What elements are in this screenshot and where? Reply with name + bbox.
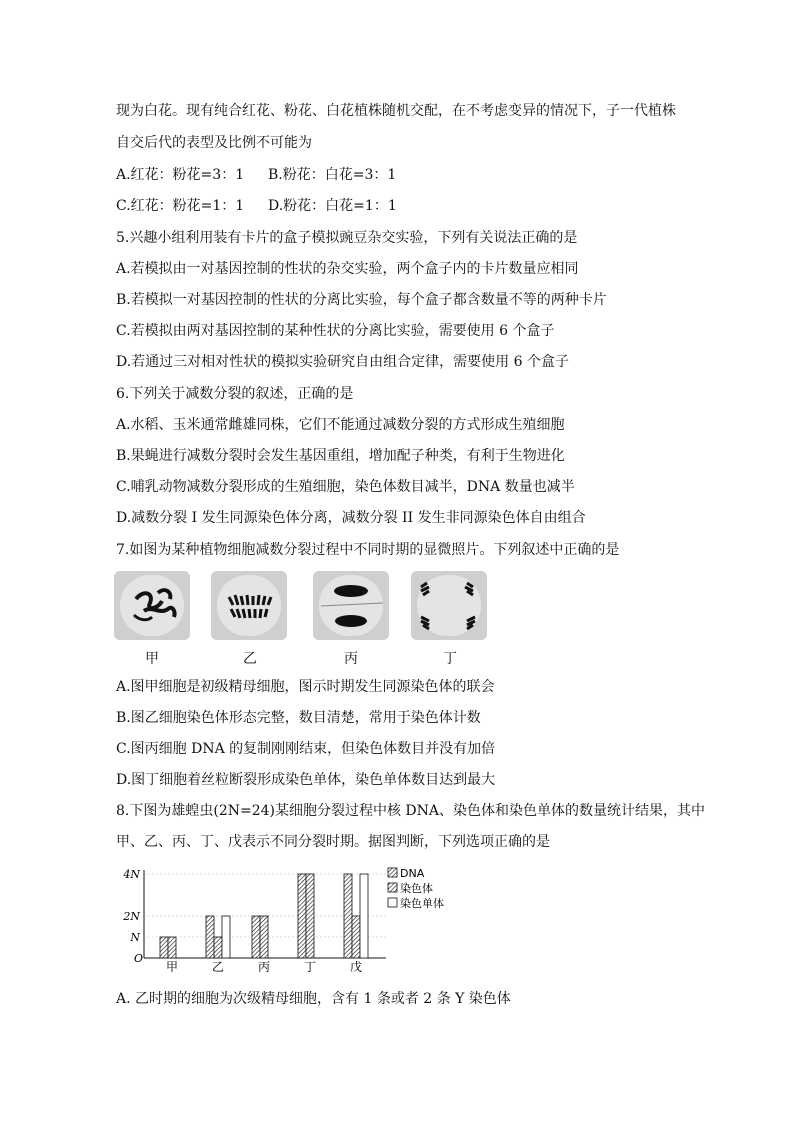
legend-swatch [388,898,397,907]
option-a: A.若模拟由一对基因控制的性状的杂交实验，两个盒子内的卡片数量应相同 [116,261,579,277]
legend-label: DNA [400,867,425,880]
bar-DNA [160,937,168,958]
micrograph-jia [114,571,190,640]
option-d: D.若通过三对相对性状的模拟实验研究自由组合定律，需要使用 6 个盒子 [116,354,569,370]
option-b: B.图乙细胞染色体形态完整，数目清楚，常用于染色体计数 [116,710,481,726]
option-d: D.粉花：白花=1：1 [268,198,397,214]
y-tick-label: N [130,931,140,944]
option-row [116,196,397,216]
bar-chart [116,864,456,972]
x-tick-label: 甲 [165,960,179,972]
option-d: D.图丁细胞着丝粒断裂形成染色单体，染色单体数目达到最大 [116,772,496,788]
option-c: C.图丙细胞 DNA 的复制刚刚结束，但染色体数目并没有加倍 [116,741,496,757]
micrograph-yi [211,571,287,640]
bar-染色体 [260,916,268,958]
bar-染色体 [214,937,222,958]
bar-染色单体 [360,874,368,958]
option-d: D.减数分裂 I 发生同源染色体分离，减数分裂 II 发生非同源染色体自由组合 [116,510,586,526]
origin-label: O [134,952,144,965]
legend-swatch [388,883,397,892]
bar-DNA [206,916,214,958]
micrograph-label: 丙 [344,651,358,667]
bar-DNA [298,874,306,958]
y-tick-label: 4N [123,868,140,881]
option-b: B.果蝇进行减数分裂时会发生基因重组，增加配子种类，有利于生物进化 [116,448,565,464]
x-tick-label: 丁 [303,960,317,972]
option-b: B.粉花：白花=3：1 [268,167,397,183]
bar-染色体 [168,937,176,958]
bar-染色体 [352,916,360,958]
micrograph-label: 乙 [243,651,257,667]
option-a: A.图甲细胞是初级精母细胞，图示时期发生同源染色体的联会 [116,679,495,695]
bar-DNA [252,916,260,958]
micrograph-label: 甲 [145,651,159,667]
micrograph-bing [313,571,389,640]
x-tick-label: 丙 [257,960,271,972]
micrograph-label: 丁 [443,651,457,667]
x-tick-label: 戊 [349,960,363,972]
x-tick-label: 乙 [211,960,225,972]
option-c: C.若模拟由两对基因控制的某种性状的分离比实验，需要使用 6 个盒子 [116,323,555,339]
option-a: A.水稻、玉米通常雌雄同株，它们不能通过减数分裂的方式形成生殖细胞 [116,417,565,433]
y-tick-label: 2N [123,910,140,923]
bar-DNA [344,874,352,958]
legend-label: 染色体 [400,882,433,895]
text-line: 现为白花。现有纯合红花、粉花、白花植株随机交配，在不考虑变异的情况下，子一代植株 [116,103,676,119]
question-8: 8.下图为雄蝗虫(2N=24)某细胞分裂过程中核 DNA、染色体和染色单体的数量统计结果，其中 [116,803,706,819]
bar-染色单体 [222,916,230,958]
question-8-cont: 甲、乙、丙、丁、戊表示不同分裂时期。据图判断，下列选项正确的是 [116,834,550,850]
option-row [116,165,397,185]
question-7: 7.如图为某种植物细胞减数分裂过程中不同时期的显微照片。下列叙述中正确的是 [116,542,620,558]
option-a: A. 乙时期的细胞为次级精母细胞，含有 1 条或者 2 条 Y 染色体 [116,991,511,1007]
question-5: 5.兴趣小组利用装有卡片的盒子模拟豌豆杂交实验，下列有关说法正确的是 [116,230,578,246]
text-line: 自交后代的表型及比例不可能为 [116,135,312,151]
option-c: C.红花：粉花=1：1 [116,198,245,214]
option-b: B.若模拟一对基因控制的性状的分离比实验，每个盒子都含数量不等的两种卡片 [116,292,607,308]
legend-label: 染色单体 [400,897,444,910]
micrograph-ding [411,571,487,640]
option-a: A.红花：粉花=3：1 [116,167,245,183]
legend-swatch [388,868,397,877]
bar-染色体 [306,874,314,958]
option-c: C.哺乳动物减数分裂形成的生殖细胞，染色体数目减半，DNA 数量也减半 [116,479,575,495]
question-6: 6.下列关于减数分裂的叙述，正确的是 [116,386,354,402]
